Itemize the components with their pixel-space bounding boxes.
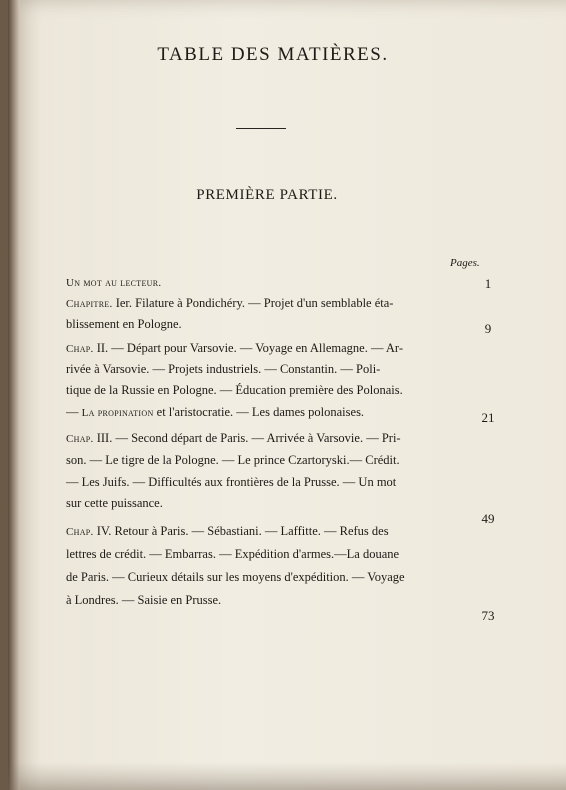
toc-line [66,454,400,467]
toc-line-text: de Paris. — Curieux détails sur les moyens d'expédition. — Voyage [66,570,405,584]
toc-line-text: tique de la Russie en Pologne. — Éducation première des Polonais. [66,383,403,397]
toc-line-text: lettres de crédit. — Embarras. — Expédition d'armes.—La douane [66,547,400,561]
toc-line [66,432,401,445]
toc-line-caps: Chap. [66,343,94,355]
toc-line [66,342,403,355]
toc-line [66,525,389,538]
title-divider [236,128,286,129]
page-gutter-shadow [8,0,20,790]
toc-line-text: à Londres. — Saisie en Prusse. [66,593,222,607]
toc-line-text: rivée à Varsovie. — Projets industriels. — Constantin. — Poli- [66,362,381,376]
toc-line-caps: Un mot au lecteur. [66,277,162,289]
toc-line-text: sur cette puissance. [66,496,163,510]
book-page [8,0,566,790]
toc-line-caps: La propination [81,407,154,419]
toc-line-caps: Chapitre. [66,298,113,310]
toc-page-number: 49 [481,511,495,526]
toc-line-text: IV. Retour à Paris. — Sébastiani. — Laffitte. — Refus des [93,524,389,538]
part-heading: PREMIÈRE PARTIE. [196,187,338,203]
toc-line-text: — Les Juifs. — Difficultés aux frontières de la Prusse. — Un mot [66,475,397,489]
toc-line-caps: Chap. [66,526,94,538]
toc-line-text: et l'aristocratie. — Les dames polonaises. [153,405,365,419]
toc-line-text: Ier. Filature à Pondichéry. — Projet d'un semblable éta- [112,296,394,310]
toc-page-number: 1 [484,276,492,291]
page-bottom-shadow [8,762,566,790]
pages-column-header: Pages. [450,257,480,269]
toc-page-number: 21 [481,410,495,425]
toc-line [66,363,380,376]
toc-line-text: III. — Second départ de Paris. — Arrivée à Varsovie. — Pri- [93,431,401,445]
toc-line [66,276,161,289]
toc-line [66,406,364,419]
toc-line-text: blissement en Pologne. [66,317,182,331]
toc-line [66,594,221,607]
toc-line-text: II. — Départ pour Varsovie. — Voyage en Allemagne. — Ar- [93,341,403,355]
toc-line-text: son. — Le tigre de la Pologne. — Le prince Czartoryski.— Crédit. [66,453,400,467]
toc-line [66,297,393,310]
toc-line [66,548,399,561]
toc-line [66,497,163,510]
toc-line [66,476,396,489]
toc-page-number: 73 [481,608,495,623]
toc-line-prefix: — [66,405,82,419]
toc-line [66,571,405,584]
toc-line [66,384,403,397]
toc-line-caps: Chap. [66,433,94,445]
page-title: TABLE DES MATIÈRES. [157,44,389,65]
toc-page-number: 9 [484,321,492,336]
toc-line [66,318,182,331]
